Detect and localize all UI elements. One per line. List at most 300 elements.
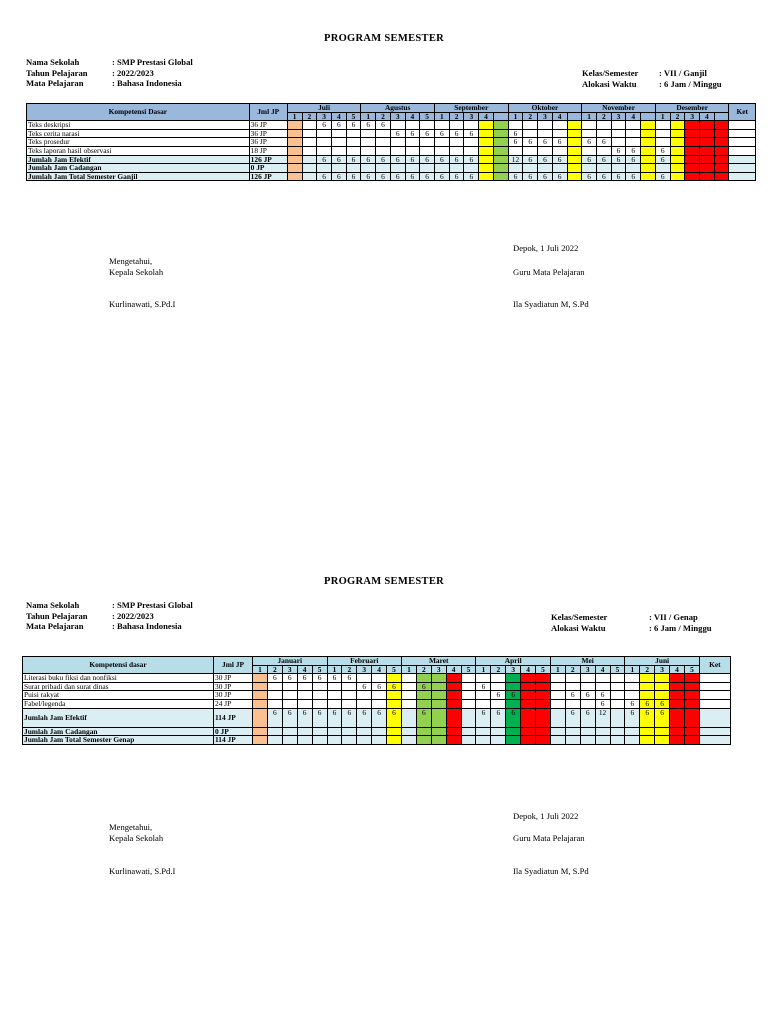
week-cell: 6 <box>346 172 361 181</box>
week-number: 1 <box>435 112 450 121</box>
week-cell <box>550 708 565 727</box>
week-cell <box>655 121 670 130</box>
week-cell: 6 <box>580 708 595 727</box>
week-cell <box>536 708 551 727</box>
week-cell: 6 <box>449 129 464 138</box>
week-number: 5 <box>387 665 402 674</box>
week-cell <box>357 736 372 745</box>
week-cell <box>449 164 464 173</box>
school-info-right <box>551 612 712 633</box>
week-cell <box>461 727 476 736</box>
ket-cell <box>729 138 756 147</box>
week-cell <box>312 682 327 691</box>
week-cell <box>390 138 405 147</box>
competency-cell: Fabel/legenda <box>23 699 214 708</box>
jp-cell: 0 JP <box>214 727 253 736</box>
table-row <box>23 691 731 700</box>
week-cell <box>506 674 521 683</box>
week-cell <box>287 146 302 155</box>
week-cell <box>670 138 685 147</box>
week-cell <box>685 129 700 138</box>
week-cell <box>416 691 431 700</box>
week-cell <box>416 674 431 683</box>
week-cell <box>596 129 611 138</box>
header-row-months <box>23 657 731 666</box>
week-cell: 12 <box>508 155 523 164</box>
week-cell: 6 <box>626 172 641 181</box>
week-cell <box>267 682 282 691</box>
week-cell <box>491 674 506 683</box>
week-cell: 6 <box>582 138 597 147</box>
info-row-allocation <box>551 623 712 634</box>
week-cell <box>420 138 435 147</box>
week-cell <box>435 164 450 173</box>
week-cell <box>387 691 402 700</box>
week-cell <box>626 129 641 138</box>
week-cell: 6 <box>611 146 626 155</box>
week-cell <box>640 691 655 700</box>
week-cell <box>327 699 342 708</box>
info-row-school <box>26 600 193 611</box>
week-cell <box>565 727 580 736</box>
principal-name: Kurlinawati, S.Pd.I <box>109 866 176 876</box>
week-cell <box>714 138 729 147</box>
week-number: 2 <box>449 112 464 121</box>
week-cell: 6 <box>508 129 523 138</box>
week-cell <box>287 121 302 130</box>
week-cell <box>401 708 416 727</box>
week-cell <box>253 727 268 736</box>
week-cell <box>312 699 327 708</box>
info-label: Tahun Pelajaran <box>26 67 88 78</box>
week-cell <box>714 172 729 181</box>
month-header: Januari <box>253 657 328 666</box>
week-cell <box>342 699 357 708</box>
week-cell <box>611 121 626 130</box>
week-cell <box>567 155 582 164</box>
week-cell <box>714 121 729 130</box>
school-info-left <box>26 57 193 89</box>
week-cell <box>346 146 361 155</box>
ket-cell <box>699 699 730 708</box>
week-cell: 6 <box>405 155 420 164</box>
week-cell: 6 <box>342 674 357 683</box>
week-cell <box>435 146 450 155</box>
week-cell <box>431 708 446 727</box>
week-cell: 6 <box>357 708 372 727</box>
week-cell <box>476 674 491 683</box>
week-cell <box>685 172 700 181</box>
week-cell <box>267 699 282 708</box>
week-cell <box>655 164 670 173</box>
competency-cell: Teks deskripsi <box>27 121 250 130</box>
column-header-jp: Jml JP <box>249 104 287 121</box>
ket-cell <box>699 736 730 745</box>
week-cell <box>595 674 610 683</box>
week-cell <box>685 155 700 164</box>
week-cell <box>670 164 685 173</box>
week-number: 3 <box>538 112 553 121</box>
week-cell <box>700 121 715 130</box>
week-cell <box>580 727 595 736</box>
week-cell <box>287 129 302 138</box>
week-cell <box>449 121 464 130</box>
week-cell <box>312 691 327 700</box>
week-cell <box>327 736 342 745</box>
week-cell <box>640 727 655 736</box>
week-number: 1 <box>582 112 597 121</box>
week-cell <box>625 691 640 700</box>
table-row <box>23 674 731 683</box>
week-cell <box>550 682 565 691</box>
week-cell: 6 <box>552 155 567 164</box>
week-cell <box>714 164 729 173</box>
week-cell <box>684 674 699 683</box>
week-cell <box>552 129 567 138</box>
week-cell <box>670 736 685 745</box>
week-cell <box>287 155 302 164</box>
week-cell <box>372 674 387 683</box>
week-cell: 6 <box>297 674 312 683</box>
table-row <box>23 699 731 708</box>
table-row <box>27 164 756 173</box>
week-cell <box>700 129 715 138</box>
week-cell: 6 <box>420 129 435 138</box>
week-cell: 6 <box>596 155 611 164</box>
week-cell <box>655 727 670 736</box>
table-row <box>27 138 756 147</box>
week-cell: 6 <box>464 129 479 138</box>
week-cell: 6 <box>611 155 626 164</box>
week-number: 1 <box>401 665 416 674</box>
info-row-year <box>26 68 193 79</box>
week-number: 1 <box>476 665 491 674</box>
approval-text: Mengetahui, <box>109 822 153 832</box>
week-cell <box>538 146 553 155</box>
week-cell: 6 <box>376 121 391 130</box>
info-row-allocation <box>582 79 722 90</box>
info-label: Kelas/Semester <box>582 68 639 78</box>
week-cell <box>464 138 479 147</box>
week-cell <box>282 699 297 708</box>
week-cell <box>416 727 431 736</box>
week-cell <box>253 674 268 683</box>
jp-cell: 114 JP <box>214 708 253 727</box>
week-number: 1 <box>625 665 640 674</box>
week-number: 5 <box>536 665 551 674</box>
week-cell <box>523 121 538 130</box>
week-cell <box>479 155 494 164</box>
week-cell <box>431 674 446 683</box>
school-info-right <box>582 68 722 89</box>
week-cell <box>700 155 715 164</box>
week-cell: 6 <box>390 129 405 138</box>
week-cell <box>327 691 342 700</box>
week-cell <box>479 138 494 147</box>
week-cell <box>610 699 625 708</box>
week-number: 4 <box>297 665 312 674</box>
week-cell <box>461 736 476 745</box>
table-row <box>27 172 756 181</box>
week-number: 2 <box>596 112 611 121</box>
info-value: : Bahasa Indonesia <box>112 621 182 631</box>
week-number: 4 <box>700 112 715 121</box>
week-cell: 6 <box>565 691 580 700</box>
week-cell <box>476 691 491 700</box>
week-cell: 6 <box>625 699 640 708</box>
week-cell <box>567 129 582 138</box>
week-cell <box>302 172 317 181</box>
week-cell <box>357 674 372 683</box>
week-cell <box>282 727 297 736</box>
info-label: Alokasi Waktu <box>582 78 637 89</box>
week-cell <box>641 155 656 164</box>
week-cell <box>685 146 700 155</box>
teacher-title: Guru Mata Pelajaran <box>513 267 585 277</box>
week-cell <box>700 138 715 147</box>
jp-cell: 30 JP <box>214 691 253 700</box>
week-cell <box>420 164 435 173</box>
week-cell: 6 <box>331 121 346 130</box>
week-cell <box>461 691 476 700</box>
week-cell <box>625 727 640 736</box>
week-cell <box>405 146 420 155</box>
month-header: November <box>582 104 656 113</box>
week-cell <box>506 682 521 691</box>
week-cell <box>684 727 699 736</box>
week-cell <box>431 736 446 745</box>
week-cell <box>461 682 476 691</box>
week-cell <box>401 674 416 683</box>
jp-cell: 18 JP <box>249 146 287 155</box>
week-cell <box>611 129 626 138</box>
competency-cell: Jumlah Jam Efektif <box>23 708 214 727</box>
week-cell <box>536 682 551 691</box>
ket-cell <box>729 172 756 181</box>
week-cell <box>317 146 332 155</box>
week-cell: 6 <box>655 172 670 181</box>
schedule-table <box>22 656 731 745</box>
week-cell: 6 <box>640 699 655 708</box>
week-number: 2 <box>670 112 685 121</box>
week-cell <box>476 727 491 736</box>
week-cell <box>253 699 268 708</box>
week-cell: 6 <box>508 138 523 147</box>
approval-text: Mengetahui, <box>109 256 153 266</box>
info-row-year <box>26 611 193 622</box>
week-number: 1 <box>361 112 376 121</box>
week-cell: 6 <box>420 155 435 164</box>
competency-cell: Jumlah Jam Efektif <box>27 155 250 164</box>
week-cell: 6 <box>435 172 450 181</box>
week-cell: 6 <box>655 146 670 155</box>
week-cell: 6 <box>416 682 431 691</box>
week-number: 4 <box>670 665 685 674</box>
week-cell <box>461 708 476 727</box>
week-number: 3 <box>580 665 595 674</box>
week-cell: 6 <box>565 708 580 727</box>
week-cell <box>523 129 538 138</box>
week-cell: 6 <box>625 708 640 727</box>
week-cell <box>390 146 405 155</box>
week-cell <box>582 164 597 173</box>
week-cell <box>282 736 297 745</box>
week-cell <box>446 708 461 727</box>
week-cell: 6 <box>491 691 506 700</box>
week-cell <box>287 138 302 147</box>
week-cell <box>376 129 391 138</box>
week-cell <box>552 164 567 173</box>
week-cell <box>297 699 312 708</box>
week-cell: 6 <box>282 708 297 727</box>
ket-cell <box>699 708 730 727</box>
week-cell <box>476 736 491 745</box>
jp-cell: 126 JP <box>249 172 287 181</box>
week-cell <box>521 699 536 708</box>
week-cell <box>297 736 312 745</box>
week-cell: 6 <box>640 708 655 727</box>
info-label: Mata Pelajaran <box>26 78 84 88</box>
week-cell <box>479 164 494 173</box>
table-row <box>23 682 731 691</box>
week-cell: 6 <box>435 155 450 164</box>
week-cell <box>506 736 521 745</box>
week-cell <box>508 164 523 173</box>
jp-cell: 126 JP <box>249 155 287 164</box>
week-cell: 6 <box>464 155 479 164</box>
jp-cell: 30 JP <box>214 674 253 683</box>
week-cell <box>479 172 494 181</box>
week-cell <box>401 682 416 691</box>
week-cell: 6 <box>582 172 597 181</box>
week-cell <box>342 691 357 700</box>
week-cell <box>461 674 476 683</box>
week-cell <box>670 155 685 164</box>
week-cell <box>523 164 538 173</box>
week-cell: 6 <box>626 146 641 155</box>
week-cell <box>700 146 715 155</box>
month-header: Maret <box>401 657 476 666</box>
week-cell <box>670 699 685 708</box>
week-cell: 6 <box>449 155 464 164</box>
week-cell <box>401 727 416 736</box>
week-cell <box>372 691 387 700</box>
week-cell <box>714 129 729 138</box>
info-value: : 6 Jam / Minggu <box>649 622 712 633</box>
week-number: 1 <box>508 112 523 121</box>
week-cell: 6 <box>655 699 670 708</box>
week-cell <box>446 682 461 691</box>
ket-cell <box>699 691 730 700</box>
table-row <box>27 121 756 130</box>
week-cell <box>550 727 565 736</box>
week-cell <box>435 121 450 130</box>
month-header: April <box>476 657 550 666</box>
week-cell <box>302 129 317 138</box>
column-header-kd: Kompetensi Dasar <box>27 104 250 121</box>
week-number: 5 <box>610 665 625 674</box>
week-cell: 6 <box>449 172 464 181</box>
week-cell <box>641 164 656 173</box>
week-cell <box>346 138 361 147</box>
week-cell <box>493 138 508 147</box>
competency-cell: Jumlah Jam Cadangan <box>23 727 214 736</box>
week-number: 2 <box>565 665 580 674</box>
week-cell <box>491 699 506 708</box>
week-number: 4 <box>595 665 610 674</box>
info-label: Alokasi Waktu <box>551 622 606 633</box>
week-cell <box>538 129 553 138</box>
week-cell <box>346 164 361 173</box>
week-cell <box>684 699 699 708</box>
week-cell: 6 <box>327 708 342 727</box>
week-cell: 6 <box>372 708 387 727</box>
week-cell <box>508 146 523 155</box>
week-cell <box>372 699 387 708</box>
week-number: 2 <box>523 112 538 121</box>
week-cell: 6 <box>508 172 523 181</box>
week-cell <box>491 682 506 691</box>
table-row <box>27 146 756 155</box>
week-cell <box>670 691 685 700</box>
week-cell <box>361 146 376 155</box>
week-cell <box>684 736 699 745</box>
week-cell: 6 <box>405 172 420 181</box>
week-cell <box>493 129 508 138</box>
week-cell <box>610 674 625 683</box>
week-cell: 6 <box>582 155 597 164</box>
week-cell <box>595 727 610 736</box>
month-header: September <box>435 104 509 113</box>
week-cell <box>521 674 536 683</box>
ket-cell <box>729 164 756 173</box>
table-row <box>23 727 731 736</box>
week-cell: 6 <box>312 708 327 727</box>
week-cell <box>446 727 461 736</box>
week-cell <box>567 146 582 155</box>
week-cell <box>390 121 405 130</box>
competency-cell: Teks laporan hasil observasi <box>27 146 250 155</box>
week-cell <box>567 164 582 173</box>
principal-title: Kepala Sekolah <box>109 833 164 843</box>
week-cell <box>361 129 376 138</box>
week-cell <box>670 146 685 155</box>
week-cell <box>684 682 699 691</box>
teacher-name: Ila Syadiatun M, S.Pd <box>513 866 589 876</box>
week-cell <box>431 691 446 700</box>
week-cell <box>625 674 640 683</box>
week-cell <box>387 736 402 745</box>
week-cell <box>685 121 700 130</box>
week-cell <box>655 129 670 138</box>
week-cell: 6 <box>312 674 327 683</box>
table-row <box>27 155 756 164</box>
week-number: 1 <box>287 112 302 121</box>
school-info-left <box>26 600 193 632</box>
week-cell <box>464 121 479 130</box>
info-value: : 2022/2023 <box>112 67 154 78</box>
week-cell <box>435 138 450 147</box>
week-number <box>714 112 729 121</box>
week-number: 4 <box>372 665 387 674</box>
week-cell: 6 <box>387 708 402 727</box>
week-cell: 6 <box>297 708 312 727</box>
week-number: 3 <box>431 665 446 674</box>
week-cell <box>550 699 565 708</box>
month-header: Oktober <box>508 104 582 113</box>
week-cell <box>372 736 387 745</box>
schedule-table <box>26 103 756 181</box>
